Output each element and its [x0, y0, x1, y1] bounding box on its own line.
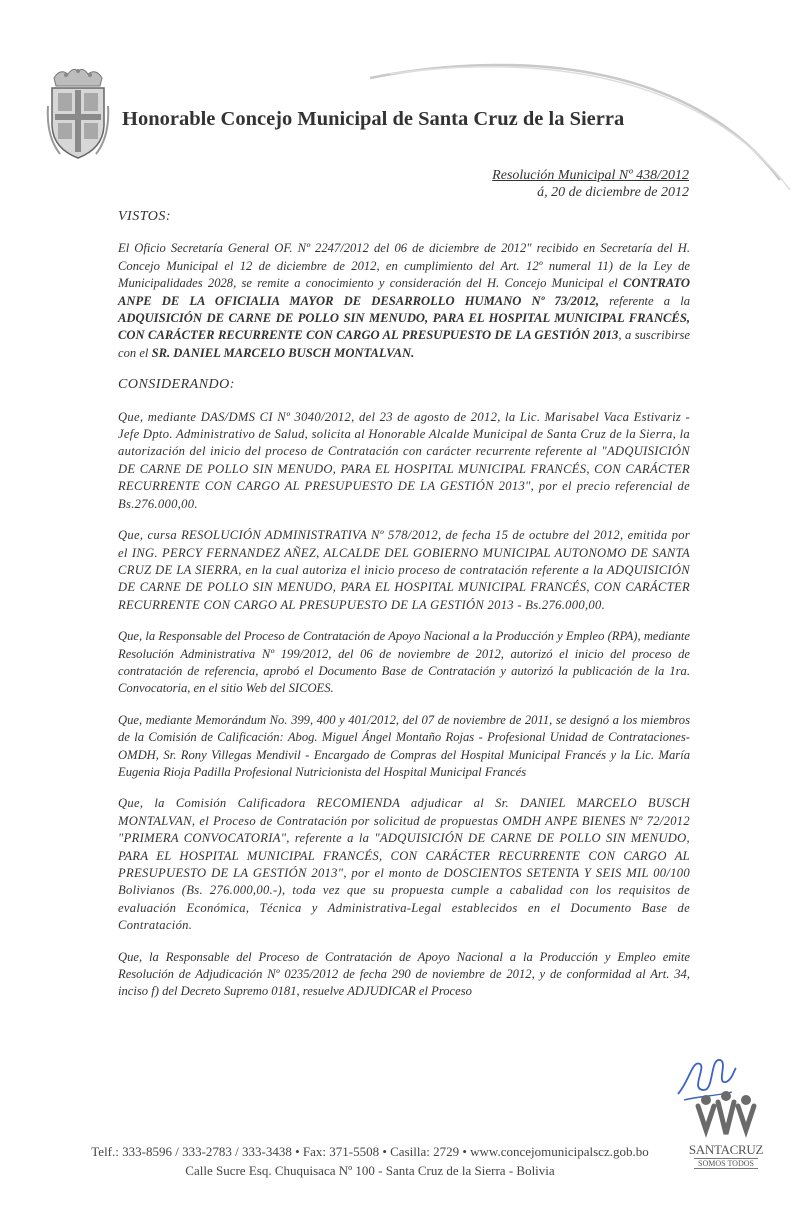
- vistos-paragraph: [118, 240, 690, 362]
- santa-cruz-logo: [688, 1090, 764, 1180]
- coat-of-arms-icon: [46, 66, 110, 162]
- considerando-paragraph: Que, la Responsable del Proceso de Contratación de Apoyo Nacional a la Producción y Empleo (RPA), mediante Resolución Administrativa Nº 199/2012, del 06 de noviembre de 2012, autorizó el inicio del proceso de contratación de referencia, aprobó el Documento Base de Contratación y autorizó la publicación de la 1ra. Convocatoria, en el sitio Web del SICOES.: [118, 629, 690, 696]
- vistos-text-intro: El Oficio Secretaría General OF. Nº 2247/2012 del 06 de diciembre de 2012" recibido en Secretaría del H. Concejo Municipal el 12 de diciembre de 2012, en cumplimiento del Art. 12º numeral 11) de la Ley de Municipalidades 2028, se remite a conocimiento y consideración del H. Concejo Municipal el: [118, 241, 690, 291]
- resolution-number: Resolución Municipal Nº 438/2012: [492, 168, 689, 183]
- page-footer: [50, 1142, 690, 1180]
- footer-contact-line: Telf.: 333-8596 / 333-2783 / 333-3438 • Fax: 371-5508 • Casilla: 2729 • www.concejomunicipalscz.gob.bo: [91, 1144, 649, 1159]
- footer-address-line: Calle Sucre Esq. Chuquisaca Nº 100 - Santa Cruz de la Sierra - Bolivia: [185, 1163, 555, 1178]
- institution-title: Honorable Concejo Municipal de Santa Cruz de la Sierra: [122, 108, 625, 130]
- logo-tagline: SOMOS TODOS: [694, 1158, 758, 1169]
- considerando-paragraph: Que, mediante DAS/DMS CI Nº 3040/2012, del 23 de agosto de 2012, la Lic. Marisabel Vaca Estivariz - Jefe Dpto. Administrativo de Salud, solicita al Honorable Alcalde Municipal de Santa Cruz de la Sierra, la autorización del inicio del proceso de Contratación con carácter recurrente referente al "ADQUISICIÓN DE CARNE DE POLLO SIN MENUDO, PARA EL HOSPITAL MUNICIPAL FRANCÉS, CON CARÁCTER RECURRENTE CON CARGO AL PRESUPUESTO DE LA GESTIÓN 2013", por el precio referencial de Bs.276.000,00.: [118, 409, 690, 511]
- vistos-name: SR. DANIEL MARCELO BUSCH MONTALVAN.: [151, 345, 415, 360]
- vistos-heading: VISTOS:: [118, 209, 172, 224]
- considerando-paragraph: Que, cursa RESOLUCIÓN ADMINISTRATIVA Nº 578/2012, de fecha 15 de octubre del 2012, emitida por el ING. PERCY FERNANDEZ AÑEZ, ALCALDE DEL GOBIERNO MUNICIPAL AUTONOMO DE SANTA CRUZ DE LA SIERRA, en la cual autoriza el inicio proceso de contratación referente a la ADQUISICIÓN DE CARNE DE POLLO SIN MENUDO, PARA EL HOSPITAL MUNICIPAL FRANCÉS, CON CARÁCTER RECURRENTE CON CARGO AL PRESUPUESTO DE LA GESTIÓN 2013 - Bs.276.000,00.: [118, 528, 690, 612]
- vistos-text-end: , a suscribirse con el: [118, 328, 690, 360]
- considerando-paragraph: Que, la Responsable del Proceso de Contratación de Apoyo Nacional a la Producción y Empleo emite Resolución de Adjudicación Nº 0235/2012 de fecha 290 de noviembre de 2012, y de conformidad al Art. 34, inciso f) del Decreto Supremo 0181, resuelve ADJUDICAR el Proceso: [118, 949, 690, 999]
- vistos-object: ADQUISICIÓN DE CARNE DE POLLO SIN MENUDO, PARA EL HOSPITAL MUNICIPAL FRANCÉS, CON CARÁCTER RECURRENTE CON CARGO AL PRESUPUESTO DE LA GESTIÓN 2013: [118, 311, 690, 343]
- considerando-heading: CONSIDERANDO:: [118, 377, 235, 393]
- considerando-paragraph: Que, la Comisión Calificadora RECOMIENDA adjudicar al Sr. DANIEL MARCELO BUSCH MONTALVAN, el Proceso de Contratación por solicitud de propuestas OMDH ANPE BIENES Nº 72/2012 "PRIMERA CONVOCATORIA", referente a la "ADQUISICIÓN DE CARNE DE POLLO SIN MENUDO, PARA EL HOSPITAL MUNICIPAL FRANCÉS, CON CARÁCTER RECURRENTE CON CARGO AL PRESUPUESTO DE LA GESTIÓN 2013", por el monto de DOSCIENTOS SETENTA Y SEIS MIL 00/100 Bolivianos (Bs. 276.000,00.-), toda vez que su propuesta cumple a cabalidad con los requisitos de evaluación Económica, Técnica y Administrativa-Legal establecidos en el Documento Base de Contratación.: [118, 796, 690, 933]
- figures-logo-icon: [694, 1090, 758, 1140]
- vistos-text-mid: referente a la: [598, 293, 690, 308]
- vistos-contract: CONTRATO ANPE DE LA OFICIALIA MAYOR DE DESARROLLO HUMANO Nº 73/2012,: [118, 276, 690, 308]
- considerando-paragraph: Que, mediante Memorándum No. 399, 400 y 401/2012, del 07 de noviembre de 2011, se designó a los miembros de la Comisión de Calificación: Abog. Miguel Ángel Montaño Rojas - Profesional Unidad de Contrataciones-OMDH, Sr. Rony Villegas Mendivil - Encargado de Compras del Hospital Municipal Francés y la Lic. María Eugenia Rioja Padilla Profesional Nutricionista del Hospital Municipal Francés: [118, 712, 690, 779]
- resolution-block: [492, 167, 689, 201]
- logo-wordmark: SANTACRUZ: [688, 1142, 764, 1157]
- document-body: [118, 208, 690, 1015]
- resolution-date: á, 20 de diciembre de 2012: [537, 185, 689, 200]
